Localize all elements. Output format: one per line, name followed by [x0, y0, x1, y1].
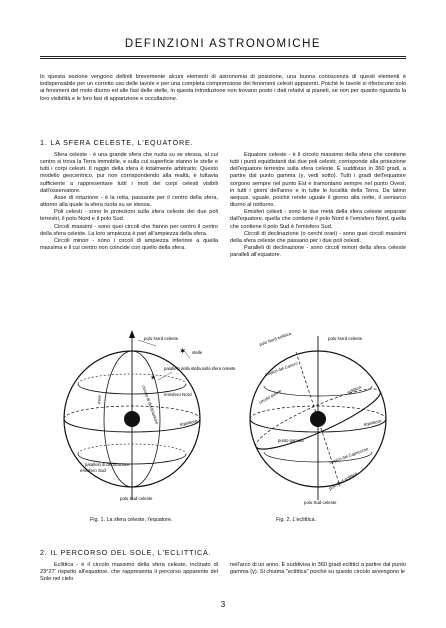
label-axis: asse: [96, 394, 102, 405]
label-ecl-south: polo Sud eclittica: [328, 470, 358, 491]
label-emisfero-sud: emisfero Sud: [80, 468, 106, 473]
figure1-caption: Fig. 1. La sfera celeste, l'equatore.: [90, 517, 173, 523]
label-tropic-cancer: tropico del Cancro: [264, 360, 299, 377]
paragraph-eclittica-cont: nell'arco di un anno. È suddivisa in 360 gradi eclittici a partire dal punto gamma (γ). Si chiama "eclittica" poichè su questo circolo avvengono le: [230, 562, 406, 576]
page-title: DEFINZIONI ASTRONOMICHE: [124, 38, 322, 50]
title-rule-bottom: [40, 58, 406, 59]
label-south-pole: polo Sud celeste: [120, 496, 153, 501]
section-heading-1: 1. LA SFERA CELESTE, L'EQUATORE.: [40, 138, 194, 147]
label-stars: stelle: [192, 350, 203, 355]
axis-arrow-north: [129, 330, 135, 338]
intro-paragraph: In questa sezione vengono definiti brevemente alcuni elementi di astronomia di posizione, una buona conoscenza di questi elementi è indispensabile per un corretto uso delle tavole e per una completa comprensione dei fenomeni celesti apparenti. Poichè le tavole si riferiscono solo ai fenomeni del moto diurno ed alle fasi delle stelle, in questa introduzione non trovano posto i dati relativi ai pianeti, se non per quanto riguarda la loro visibilità e le loro fasi di apparizione e occultazione.: [40, 74, 406, 102]
paragraph-sfera-celeste: Sfera celeste - è una grande sfera che ruota su se stessa, al cui centro si trova la Terra immobile, e sulla cui superficie stanno le stelle e tutti i corpi celesti. Il raggio della sfera è totalmente arbitrario. Questo modello geocentrico, pur non corrispondendo alla realtà, è tuttavia sufficiente a rappresentare tutti i moti dei corpi celesti visibili dall'osservatore.: [40, 152, 218, 194]
figure2-caption: Fig. 2. L'eclittica.: [276, 517, 316, 523]
label-north-pole-2: polo Nord celeste: [328, 336, 363, 341]
label-emisfero-nord: emisfero Nord: [164, 392, 192, 397]
label-decl-circle: circolo di declinazione: [141, 384, 160, 425]
paragraph-circoli-minori: Circoli minori - sono i circoli di ampiezza inferiore a quella massima e il cui centro non coincide con quello della sfera.: [40, 237, 218, 252]
paragraph-circoli-declinazione: Circoli di declinazione (o cerchi orari) - sono quei circoli massimi della sfera celeste che passano per i due poli celesti.: [230, 230, 406, 244]
star-icon: ✶: [179, 346, 187, 356]
label-circolo-polare: circolo polare: [258, 388, 283, 405]
paragraph-emisferi-celesti: Emisferi celesti - sono le due metà della sfera celeste separate dall'equatore, quella che contiene il polo Nord è l'emisfero Nord, quella che contiene il polo Sud è l'emisfero Sud.: [230, 209, 406, 230]
section2-column-left: [40, 562, 218, 583]
section1-column-left: [40, 152, 218, 252]
label-star-parallel: parallelo della stella sulla sfera celeste: [164, 366, 236, 371]
section1-column-right: [230, 152, 406, 259]
label-equator: equatore: [179, 418, 198, 427]
title-rule-top: [40, 56, 406, 57]
celestial-sphere-diagram: [40, 314, 236, 514]
paragraph-circoli-massimi: Circoli massimi - sono quei circoli che hanno per centro il centro della sfera celeste. La loro ampiezza è pari all'ampiezza della sfera.: [40, 223, 218, 237]
earth-icon-2: [310, 411, 326, 427]
figure-ecliptic: [230, 314, 410, 514]
ecliptic-diagram: [230, 314, 410, 514]
label-equator-2: equatore: [363, 418, 382, 427]
label-parallel-decl: parallelo di declinazione: [85, 462, 130, 467]
label-south-pole-2: polo Sud celeste: [304, 500, 337, 505]
star-icon-2: ✶: [150, 375, 156, 382]
label-ecliptic: eclittica: [346, 384, 362, 395]
label-gamma: punto gamma: [278, 438, 304, 443]
section2-column-right: [230, 562, 406, 576]
paragraph-poli-celesti: Poli celesti - sono le proiezioni sulla sfera celeste dei due poli terrestri, il polo Nord e il polo Sud.: [40, 209, 218, 223]
earth-icon: [124, 411, 140, 427]
paragraph-asse-rotazione: Asse di rotazione - è la retta, passante per il centro della sfera, attorno alla quale la sfera ruota su se stessa.: [40, 194, 218, 209]
label-tropic-capricorn: tropico del Capricorno: [328, 446, 369, 465]
page-number: 3: [220, 600, 226, 609]
paragraph-paralleli-declinazione: Paralleli di declinazione - sono circoli minori della sfera celeste paralleli all'equatore.: [230, 245, 406, 259]
figure-celestial-sphere: [40, 314, 236, 514]
paragraph-equatore-celeste: Equatore celeste - è il circolo massimo della sfera che contiene tutti i punti equidistanti dai due poli celesti; corrisponde alla proiezione dell'equatore terrestre sulla sfera celeste. È suddiviso in 360 gradi, a partire dal punto gamma (γ, vedi sotto). Tutti i gradi dell'equatore sorgono sempre nel punto Est e tramontano sempre nel punto Ovest, in tutti i giorni dell'anno e in tutte le località della Terra. Da latino aequus, uguale, poichè rende uguale il giorno alla notte, il semiarco diurno al notturno.: [230, 152, 406, 209]
label-north-pole: polo Nord celeste: [144, 336, 179, 341]
section-heading-2: 2. IL PERCORSO DEL SOLE, L'ECLITTICA.: [40, 548, 212, 557]
paragraph-eclittica: Eclittica - è il circolo massimo della sfera celeste, inclinato di 23°27' rispetto all'equatore, che rappresenta il percorso apparente del Sole nel cielo: [40, 562, 218, 583]
label-ecl-north: polo Nord eclittica: [258, 330, 292, 347]
